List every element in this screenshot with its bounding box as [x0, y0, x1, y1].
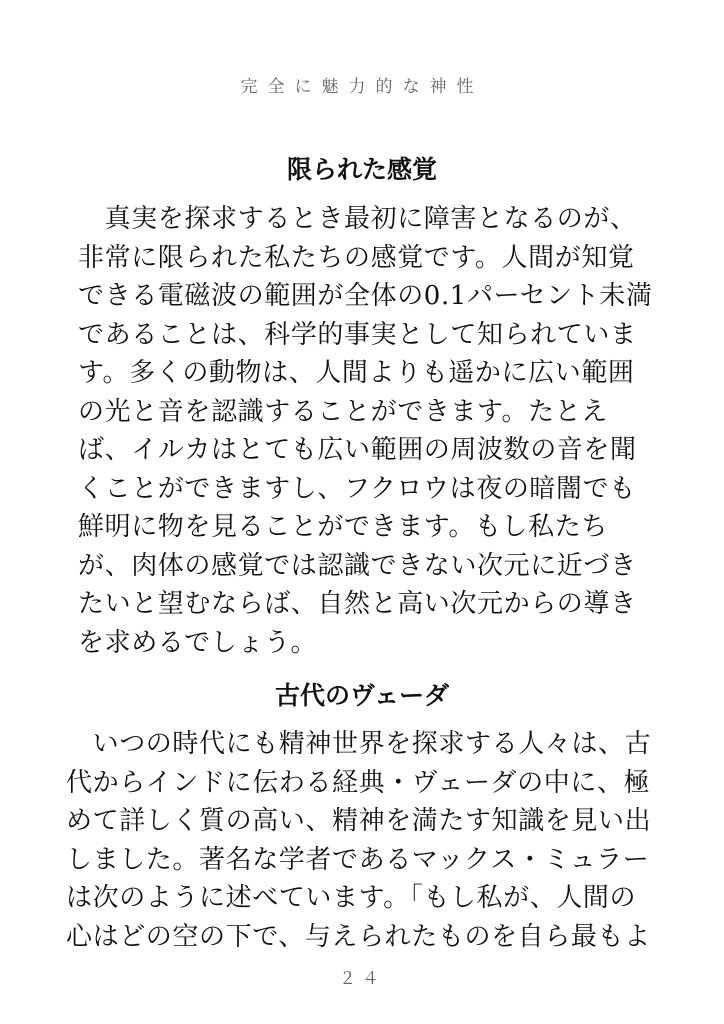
running-header: 完全に魅力的な神性: [240, 77, 484, 97]
body-line: 非常に限られた私たちの感覚です。人間が知覚: [78, 242, 635, 273]
section-body: [66, 725, 658, 956]
body-line: しました。著名な学者であるマックス・ミュラー: [66, 844, 650, 875]
body-line: であることは、科学的事実として知られていま: [78, 319, 637, 350]
section-heading: 古代のヴェーダ: [274, 681, 449, 710]
body-line: ば、イルカはとても広い範囲の周波数の音を聞: [78, 435, 637, 465]
body-line: いつの時代にも精神世界を探求する人々は、古: [66, 729, 652, 759]
body-line: 真実を探求するとき最初に障害となるのが、: [78, 204, 637, 234]
body-line: 心はどの空の下で、与えられたものを自ら最もよ: [66, 921, 651, 952]
body-line: す。多くの動物は、人間よりも遥かに広い範囲: [78, 358, 635, 388]
body-line: の光と音を認識することができます。たとえ: [78, 396, 608, 427]
body-line: 鮮明に物を見ることができます。もし私たち: [78, 512, 608, 542]
page-number: ２４: [339, 969, 385, 989]
body-line: が、肉体の感覚では認識できない次元に近づき: [78, 550, 637, 581]
body-line: できる電磁波の範囲が全体の0.1パーセント未満: [78, 281, 653, 311]
body-line: 代からインドに伝わる経典・ヴェーダの中に、極: [66, 767, 651, 798]
body-line: は次のように述べています。「もし私が、人間の: [66, 883, 637, 913]
body-line: くことができますし、フクロウは夜の暗闇でも: [78, 473, 636, 504]
section-heading: 限られた感覚: [286, 155, 437, 184]
section-body: [78, 200, 658, 662]
body-line: たいと望むならば、自然と高い次元からの導き: [78, 589, 637, 619]
body-line: を求めるでしょう。: [78, 627, 318, 658]
body-line: めて詳しく質の高い、精神を満たす知識を見い出: [66, 806, 652, 836]
